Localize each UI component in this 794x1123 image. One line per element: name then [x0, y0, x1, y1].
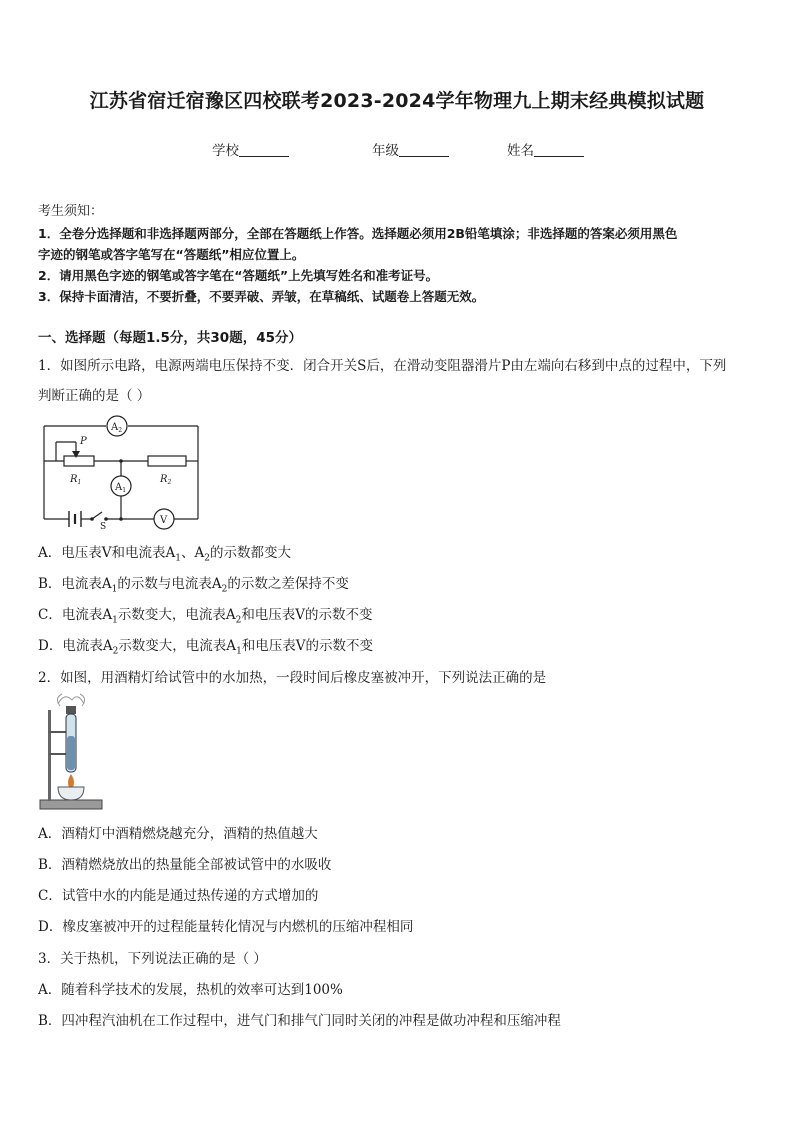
- s-label: S: [100, 522, 107, 530]
- p-label: P: [80, 436, 87, 447]
- grade-field: [372, 139, 449, 159]
- q1-option-c: C．电流表$A_1$示数变大，电流表$A_2$和电压表V的示数不变: [38, 607, 373, 626]
- grade-label: 年级: [372, 143, 399, 159]
- name-blank: [534, 142, 584, 157]
- name-field: [507, 139, 584, 159]
- exam-title: 江苏省宿迁宿豫区四校联考2023-2024学年物理九上期末经典模拟试题: [89, 90, 705, 112]
- name-label: 姓名: [507, 143, 534, 159]
- q2-option-d: D．橡皮塞被冲开的过程能量转化情况与内燃机的压缩冲程相同: [38, 919, 414, 935]
- notice-item-1-line-2: 字迹的钢笔或答字笔写在“答题纸”相应位置上。: [38, 247, 305, 262]
- q1-stem-line-1: 1．如图所示电路，电源两端电压保持不变．闭合开关S后，在滑动变阻器滑片P由左端向右移到中点的过程中，下列: [38, 358, 727, 374]
- q2-stem: 2．如图，用酒精灯给试管中的水加热，一段时间后橡皮塞被冲开，下列说法正确的是: [38, 670, 547, 686]
- q1-option-a: A．电压表V和电流表$A_1$、$A_2$的示数都变大: [38, 545, 291, 564]
- r2-label: $R_2$: [160, 474, 172, 486]
- r1-label: $R_1$: [70, 474, 82, 486]
- notice-item-2: 2．请用黑色字迹的钢笔或答字笔在“答题纸”上先填写姓名和准考证号。: [38, 268, 439, 283]
- notice-item-1-line-1: 1．全卷分选择题和非选择题两部分，全部在答题纸上作答。选择题必须用2B铅笔填涂；非选择题的答案必须用黑色: [38, 226, 678, 241]
- q3-option-a: A．随着科学技术的发展，热机的效率可达到100%: [38, 982, 343, 998]
- q1-circuit-figure: [36, 412, 208, 530]
- q2-option-a: A．酒精灯中酒精燃烧越充分，酒精的热值越大: [38, 826, 318, 842]
- school-blank: [239, 142, 289, 157]
- school-field: [212, 139, 289, 159]
- q3-option-b: B．四冲程汽油机在工作过程中，进气门和排气门同时关闭的冲程是做功冲程和压缩冲程: [38, 1013, 561, 1029]
- q2-option-b: B．酒精燃烧放出的热量能全部被试管中的水吸收: [38, 857, 332, 873]
- a2-label: $A_2$: [111, 422, 123, 434]
- a1-label: $A_1$: [115, 482, 127, 494]
- q2-test-tube-figure: [36, 690, 106, 814]
- v-label: V: [160, 515, 168, 526]
- q1-option-d: D．电流表$A_2$示数变大，电流表$A_1$和电压表V的示数不变: [38, 638, 374, 657]
- q3-stem: 3．关于热机，下列说法正确的是（ ）: [38, 951, 267, 967]
- school-label: 学校: [212, 143, 239, 159]
- notice-heading: 考生须知：: [38, 204, 104, 219]
- grade-blank: [399, 142, 449, 157]
- notice-item-3: 3．保持卡面清洁，不要折叠，不要弄破、弄皱，在草稿纸、试题卷上答题无效。: [38, 289, 485, 304]
- q1-option-b: B．电流表$A_1$的示数与电流表$A_2$的示数之差保持不变: [38, 576, 349, 595]
- section-title: 一、选择题（每题1.5分，共30题，45分）: [38, 330, 302, 346]
- q2-option-c: C．试管中水的内能是通过热传递的方式增加的: [38, 888, 319, 904]
- q1-stem-line-2: 判断正确的是（ ）: [38, 388, 151, 404]
